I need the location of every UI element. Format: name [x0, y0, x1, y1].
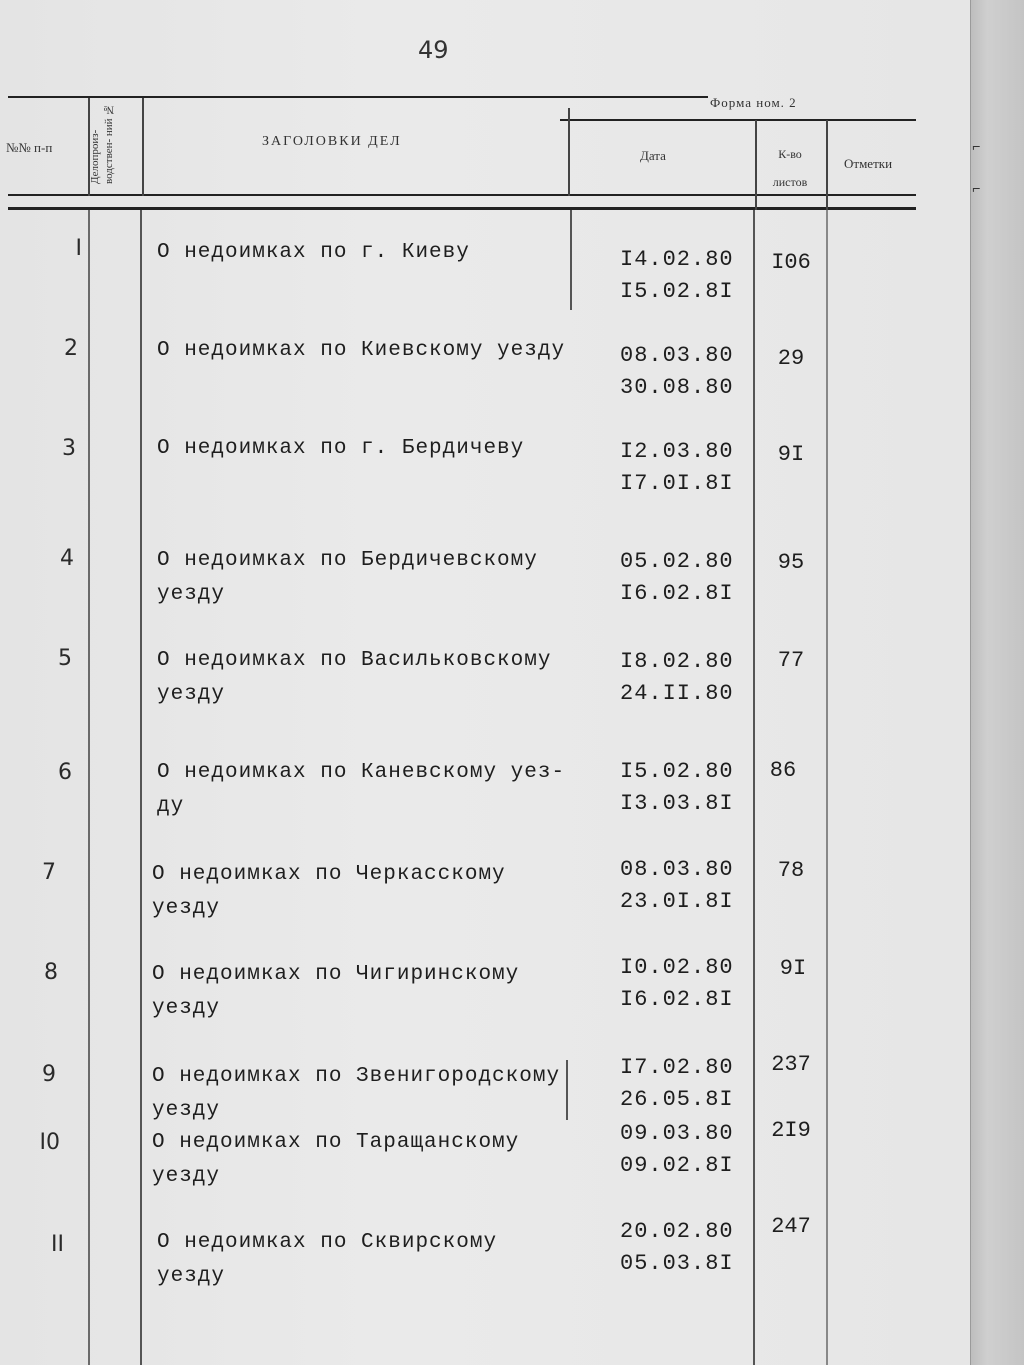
row-title-line1: О недоимках по Чигиринскому [152, 963, 520, 986]
header-number: №№ п-п [6, 140, 53, 155]
row-date [620, 1052, 734, 1116]
row-date-from: 08.03.80 [620, 343, 734, 368]
row-date-from: I0.02.80 [620, 955, 734, 980]
row-title [152, 958, 572, 1026]
row-title-line2: уезду [152, 897, 221, 920]
header-divider-5 [826, 120, 828, 210]
header-divider-4 [755, 120, 757, 210]
form-label: Форма ном. 2 [710, 95, 797, 110]
row-date-to: 24.II.80 [620, 681, 734, 706]
row-title [152, 858, 572, 926]
row-count: 237 [771, 1052, 811, 1077]
row-date-to: I6.02.8I [620, 581, 734, 606]
row-number: I0 [39, 1130, 60, 1155]
row-date [620, 1216, 734, 1280]
row-title-line2: уезду [152, 1165, 221, 1188]
row-number: 9 [42, 1062, 56, 1087]
row-number: 5 [58, 646, 72, 671]
row-date-to: 23.0I.8I [620, 889, 734, 914]
row-count: I06 [771, 250, 811, 275]
binding-marks: ⌐ [972, 140, 981, 156]
row-date [620, 1118, 734, 1182]
row-title-line1: О недоимках по Киевскому уезду [157, 339, 566, 362]
row-date-to: I3.03.8I [620, 791, 734, 816]
row-title-line1: О недоимках по Таращанскому [152, 1131, 520, 1154]
row-count: 29 [777, 346, 805, 371]
row-title [157, 1226, 577, 1294]
header-bottom-rule-2 [8, 207, 916, 210]
header-title: ЗАГОЛОВКИ ДЕЛ [262, 134, 402, 149]
row-title-line2: уезду [152, 997, 221, 1020]
row-count: 9I [779, 956, 807, 981]
header-notes: Отметки [844, 156, 893, 171]
column-divider-production [140, 210, 142, 1365]
row-title [157, 432, 577, 466]
row-title-line2: уезду [152, 1099, 221, 1122]
header-date: Дата [640, 148, 666, 163]
header-production-number: Делопроиз- водствен- ний № [89, 103, 115, 184]
binding-marks-2: ⌐ [972, 182, 981, 198]
row-date-from: 09.03.80 [620, 1121, 734, 1146]
row-date [620, 546, 734, 610]
row-title-line1: О недоимках по Черкасскому [152, 863, 506, 886]
header-divider-3 [568, 108, 570, 196]
row-date-to: 30.08.80 [620, 375, 734, 400]
row-date-from: I8.02.80 [620, 649, 734, 674]
row-date [620, 952, 734, 1016]
header-count [762, 140, 818, 196]
header-count-line2: листов [772, 175, 808, 189]
row-date-from: 05.02.80 [620, 549, 734, 574]
row-number: I [75, 236, 82, 261]
row-date-from: I7.02.80 [620, 1055, 734, 1080]
header-top-rule-right [560, 119, 916, 121]
row-date-to: 26.05.8I [620, 1087, 734, 1112]
row-number: 2 [64, 336, 78, 361]
row-date-from: 08.03.80 [620, 857, 734, 882]
row-date-from: 20.02.80 [620, 1219, 734, 1244]
row-count: 78 [777, 858, 805, 883]
page-number: 49 [418, 36, 449, 64]
row-date [620, 854, 734, 918]
row-date [620, 340, 734, 404]
row-title-line1: О недоимках по Сквирскому уезду [157, 1231, 498, 1288]
row-count: 95 [777, 550, 805, 575]
column-divider-number [88, 210, 90, 1365]
row-title-line2: ду [157, 795, 185, 818]
row-title-line1: О недоимках по Васильковскому [157, 649, 552, 672]
row-title-line2: уезду [157, 583, 226, 606]
row-title-line1: О недоимках по г. Бердичеву [157, 437, 525, 460]
row-count: 86 [769, 758, 797, 783]
row-date-to: 05.03.8I [620, 1251, 734, 1276]
header-count-line1: К-во [778, 147, 802, 161]
row-title-line2: уезду [157, 683, 226, 706]
row-title [152, 1060, 572, 1128]
row-number: 4 [60, 546, 74, 571]
row-number: 6 [58, 760, 72, 785]
row-date-to: I7.0I.8I [620, 471, 734, 496]
row-date-from: I5.02.80 [620, 759, 734, 784]
row-title-line1: О недоимках по г. Киеву [157, 241, 470, 264]
row-number: 8 [44, 960, 58, 985]
row-date [620, 436, 734, 500]
row-title-line1: О недоимках по Звенигородскому [152, 1065, 561, 1088]
row-title-line1: О недоимках по Бердичевскому [157, 549, 538, 572]
row-date-from: I2.03.80 [620, 439, 734, 464]
row-count: 77 [777, 648, 805, 673]
row-number: II [51, 1232, 64, 1257]
row-title [157, 334, 577, 368]
row-count: 2I9 [771, 1118, 811, 1143]
row-number: 7 [42, 860, 56, 885]
row-title [157, 544, 577, 612]
row-count: 247 [771, 1214, 811, 1239]
row-date-to: I6.02.8I [620, 987, 734, 1012]
row-title-line1: О недоимках по Каневскому уез- [157, 761, 566, 784]
row-title [157, 756, 577, 824]
column-divider-count [826, 210, 828, 1365]
row-title [157, 644, 577, 712]
row-count: 9I [777, 442, 805, 467]
row-title [157, 236, 577, 270]
row-date-from: I4.02.80 [620, 247, 734, 272]
row-date [620, 244, 734, 308]
row-date [620, 756, 734, 820]
row-date-to: I5.02.8I [620, 279, 734, 304]
header-top-rule [8, 96, 708, 98]
row-number: 3 [62, 436, 76, 461]
row-date-to: 09.02.8I [620, 1153, 734, 1178]
row-date [620, 646, 734, 710]
row-title [152, 1126, 572, 1194]
page-edge [970, 0, 1024, 1365]
column-divider-date [753, 210, 755, 1365]
